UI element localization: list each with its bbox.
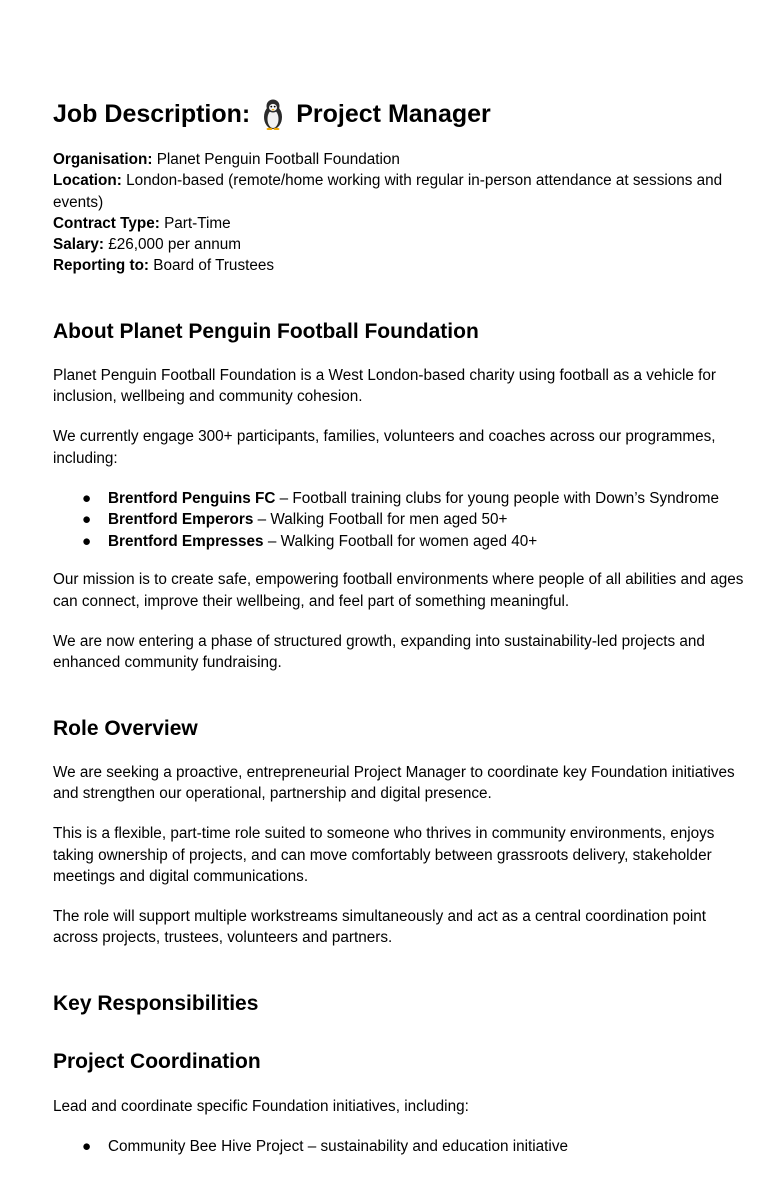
meta-value: London-based (remote/home working with regular in-person attendance at sessions and events): [53, 172, 723, 211]
meta-organisation: [53, 149, 753, 170]
initiatives-list: [53, 1136, 753, 1158]
list-item: [53, 488, 753, 510]
meta-salary: [53, 234, 753, 255]
title-prefix: Job Description:: [53, 100, 251, 128]
document: [53, 95, 753, 1158]
meta-reporting: [53, 255, 753, 276]
bullet: ●: [82, 532, 92, 550]
meta-value: Board of Trustees: [153, 257, 275, 275]
about-paragraph: Planet Penguin Football Foundation is a West London-based charity using football as a vehicle for inclusion, wellbeing and community cohesion.: [53, 366, 716, 406]
meta-contract-type: [53, 213, 753, 234]
programmes-list: [53, 488, 753, 553]
bullet: ●: [82, 489, 92, 507]
role-paragraph: This is a flexible, part-time role suited to someone who thrives in community environments, enjoys taking ownership of projects, and can move comfortably between grassroots delivery, stakeholder meetings and digital communications.: [53, 825, 715, 885]
meta-label: Organisation:: [53, 151, 153, 168]
meta-value: Part-Time: [164, 214, 231, 232]
list-item: [53, 531, 753, 553]
job-meta: [53, 149, 753, 277]
about-heading: About Planet Penguin Football Foundation: [53, 319, 479, 343]
bullet: ●: [82, 511, 92, 529]
programme-name: Brentford Penguins FC: [108, 489, 276, 507]
programme-name: Brentford Empresses: [108, 532, 264, 550]
role-paragraph: We are seeking a proactive, entrepreneurial Project Manager to coordinate key Foundation initiatives and strengthen our operational, partnership and digital presence.: [53, 763, 735, 802]
programme-desc: – Walking Football for women aged 40+: [263, 532, 538, 550]
bullet: ●: [82, 1138, 92, 1156]
role-paragraph: The role will support multiple workstreams simultaneously and act as a central coordination point across projects, trustees, volunteers and partners.: [53, 908, 706, 947]
page-title: [53, 95, 753, 133]
responsibilities-intro: Lead and coordinate specific Foundation initiatives, including:: [53, 1097, 469, 1115]
about-paragraph: We currently engage 300+ participants, families, volunteers and coaches across our programmes, including:: [53, 428, 716, 467]
programme-desc: – Walking Football for men aged 50+: [253, 511, 508, 529]
meta-label: Contract Type:: [53, 214, 160, 232]
meta-label: Reporting to:: [53, 257, 150, 275]
title-suffix: Project Manager: [296, 100, 491, 128]
list-item: [53, 1136, 753, 1158]
meta-value: Planet Penguin Football Foundation: [156, 151, 400, 168]
meta-label: Location:: [53, 172, 122, 190]
programme-name: Brentford Emperors: [108, 511, 254, 529]
role-heading: Role Overview: [53, 716, 198, 740]
list-item: [53, 509, 753, 531]
meta-location: [53, 170, 753, 213]
initiative-text: Community Bee Hive Project – sustainability and education initiative: [108, 1138, 568, 1156]
meta-value: £26,000 per annum: [108, 236, 241, 254]
meta-label: Salary:: [53, 236, 105, 254]
penguin-icon: [260, 98, 286, 130]
programme-desc: – Football training clubs for young people with Down’s Syndrome: [275, 489, 719, 507]
responsibilities-heading: Key Responsibilities: [53, 991, 259, 1015]
about-paragraph: Our mission is to create safe, empowering football environments where people of all abilities and ages can connect, improve their wellbeing, and feel part of something meaningful.: [53, 571, 744, 610]
project-coordination-heading: Project Coordination: [53, 1049, 261, 1073]
about-paragraph: We are now entering a phase of structured growth, expanding into sustainability-led projects and enhanced community fundraising.: [53, 633, 705, 672]
